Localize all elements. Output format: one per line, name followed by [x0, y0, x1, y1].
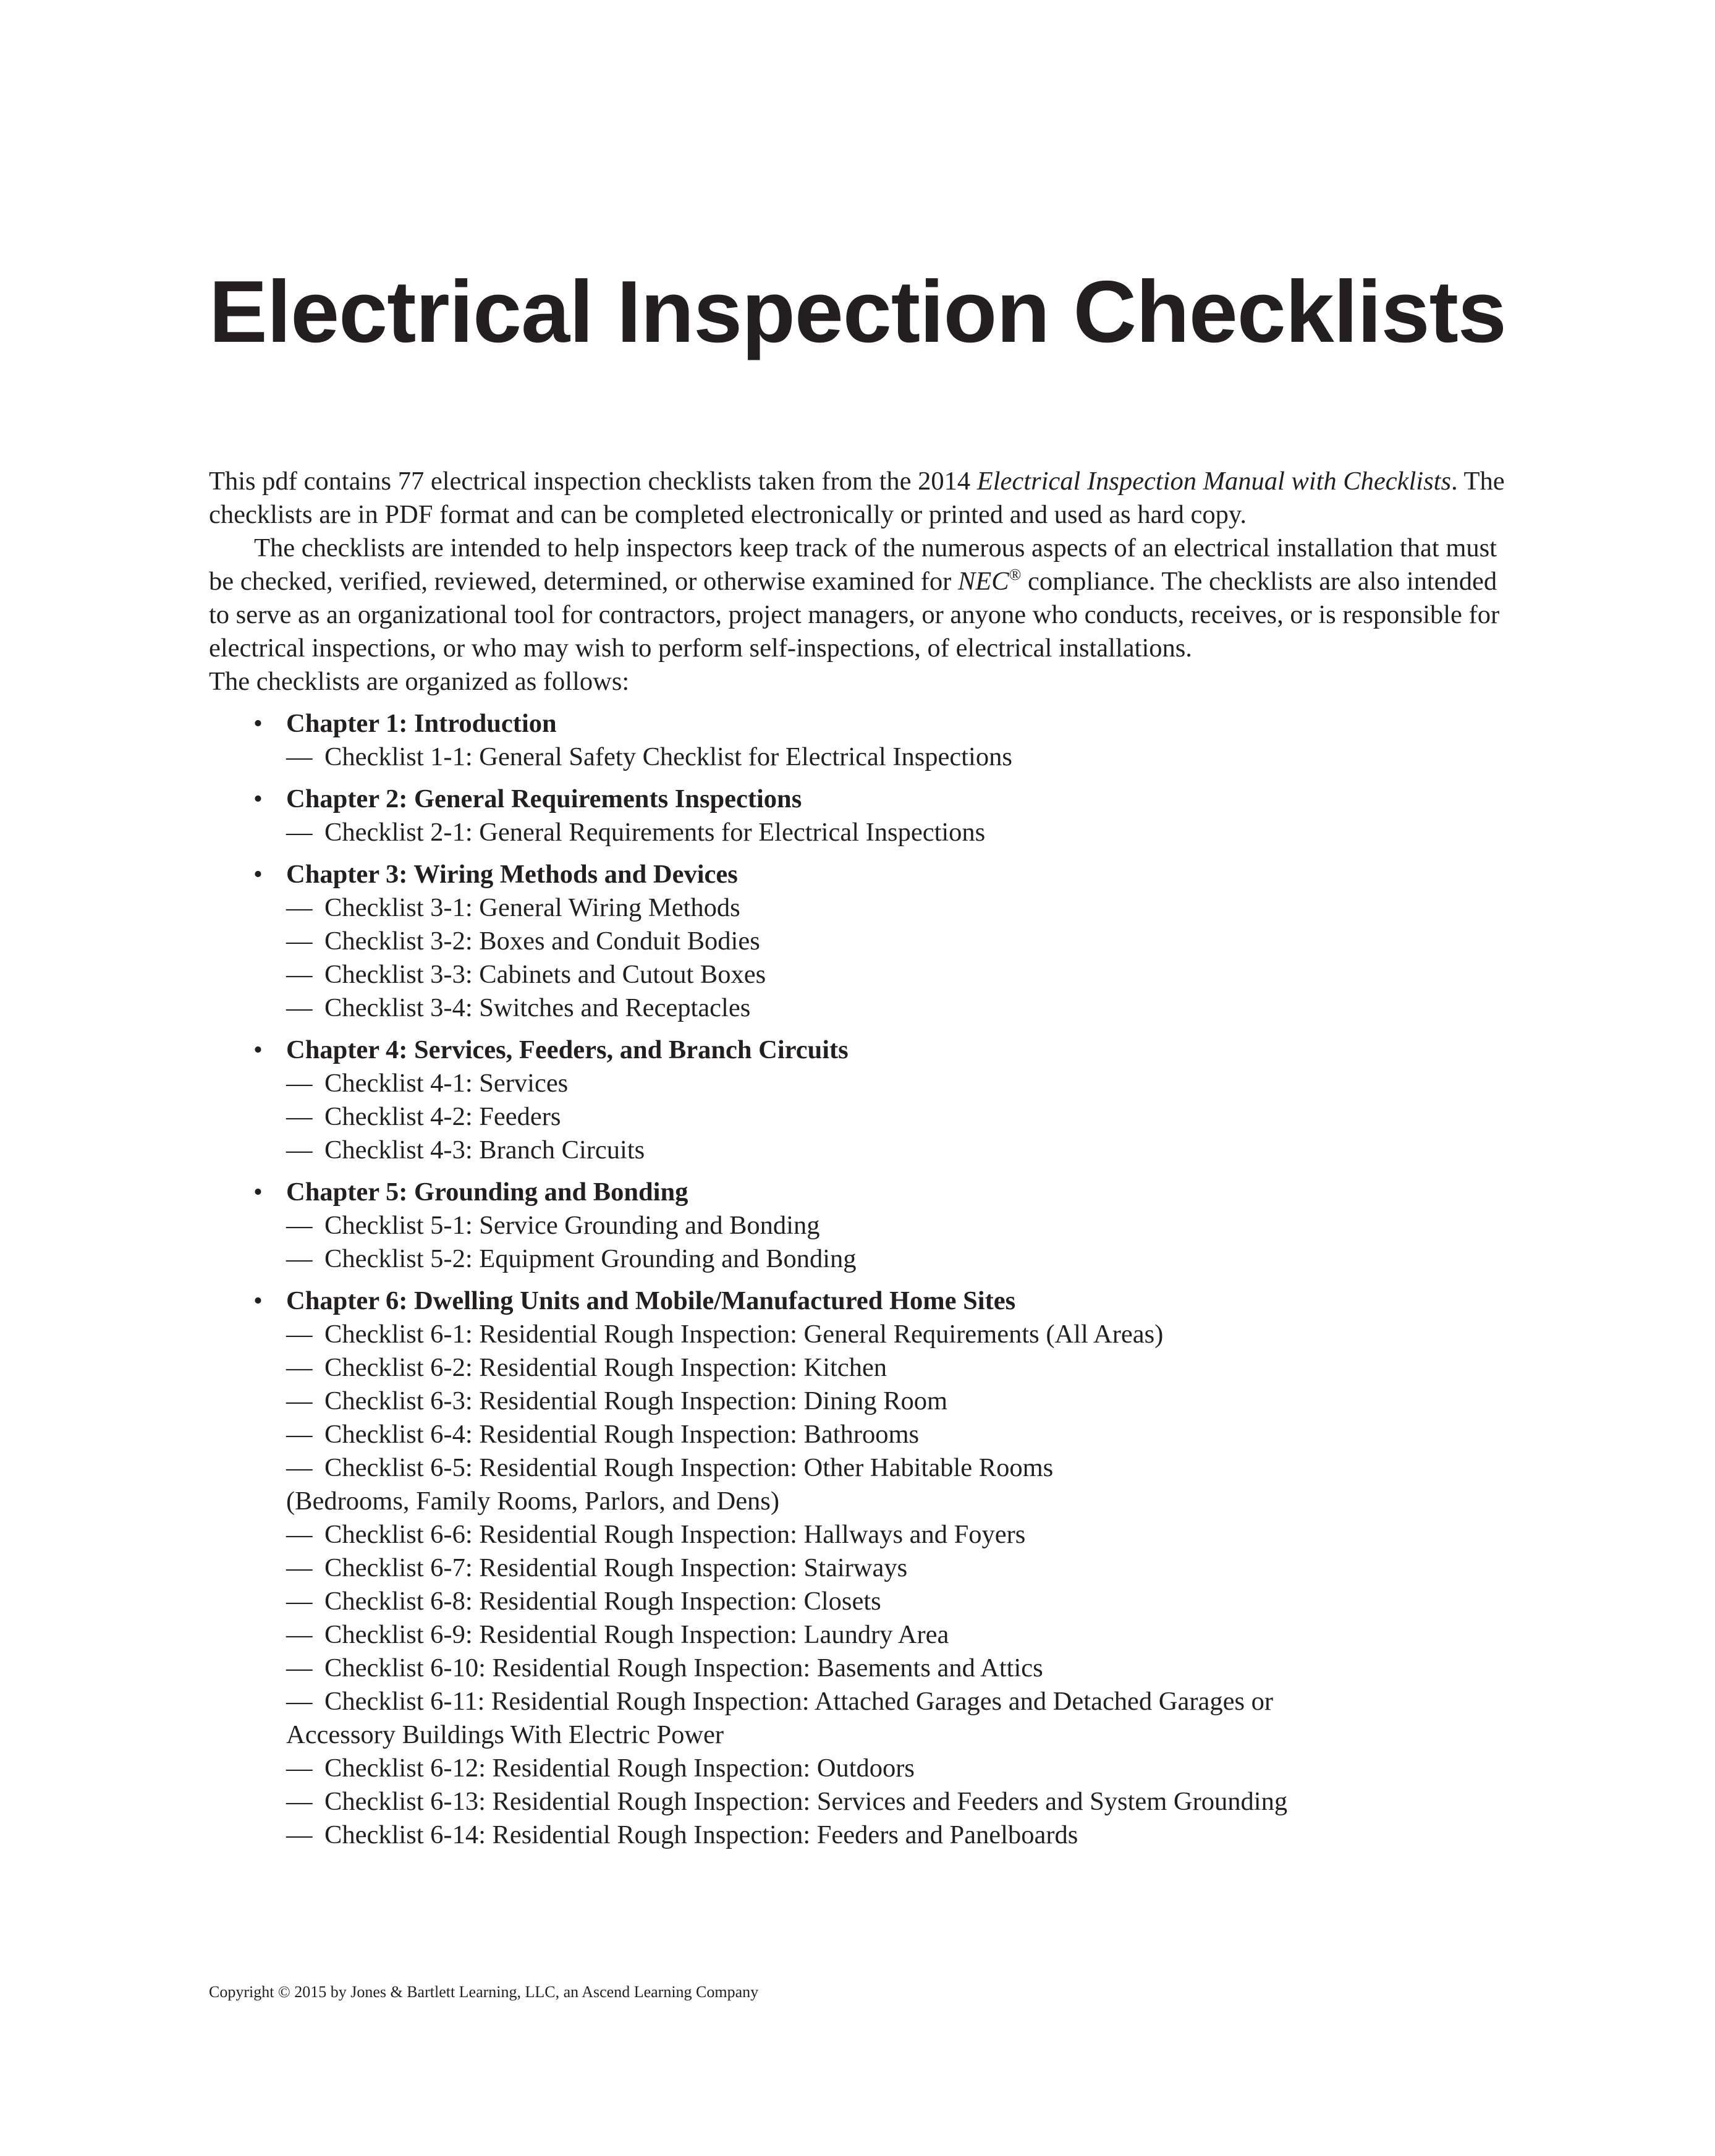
checklist-item: [286, 1819, 1513, 1852]
checklist-item: [286, 958, 1513, 991]
intro-paragraph-3: The checklists are organized as follows:: [209, 667, 630, 696]
checklist-label: Checklist 4-1: Services: [324, 1069, 569, 1098]
checklist-label: Checklist 3-3: Cabinets and Cutout Boxes: [324, 960, 766, 989]
checklist-item: [286, 1585, 1513, 1618]
dash-icon: —: [286, 818, 313, 847]
chapter-item: [209, 1176, 1513, 1276]
checklist-label: Checklist 4-2: Feeders: [324, 1102, 561, 1131]
checklist-label: Checklist 3-2: Boxes and Conduit Bodies: [324, 927, 760, 956]
checklist-label: Checklist 6-3: Residential Rough Inspection: Dining Room: [324, 1386, 948, 1415]
dash-icon: —: [286, 960, 313, 989]
chapter-item: [209, 783, 1513, 849]
checklist-item: [286, 891, 1513, 925]
dash-icon: —: [286, 927, 313, 956]
checklist-list: [286, 891, 1513, 1025]
intro-p1-text-b: . The checklists are in PDF format and can be completed electronically or printed and used as hard copy.: [209, 467, 1505, 529]
dash-icon: —: [286, 1620, 313, 1649]
checklist-item: [286, 1652, 1513, 1685]
checklist-label: Checklist 6-2: Residential Rough Inspection: Kitchen: [324, 1353, 887, 1382]
bullet-icon: •: [253, 1286, 263, 1315]
dash-icon: —: [286, 1244, 313, 1273]
bullet-icon: •: [253, 1035, 263, 1064]
checklist-item: [286, 925, 1513, 958]
dash-icon: —: [286, 1211, 313, 1240]
manual-title: Electrical Inspection Manual with Checklists: [976, 467, 1452, 496]
checklist-list: [286, 816, 1513, 849]
checklist-label: Checklist 6-12: Residential Rough Inspection: Outdoors: [324, 1754, 915, 1783]
dash-icon: —: [286, 1820, 313, 1849]
checklist-item: [286, 1209, 1513, 1242]
checklist-item: [286, 991, 1513, 1025]
checklist-label: Checklist 6-11: Residential Rough Inspection: Attached Garages and Detached Garages or: [324, 1687, 1274, 1716]
checklist-label: Checklist 6-9: Residential Rough Inspection: Laundry Area: [324, 1620, 949, 1649]
chapter-item: [209, 858, 1513, 1025]
intro-p2-text-a: The checklists are intended to help inspectors keep track of the numerous aspects of an electrical installation that must be checked, verified, reviewed, determined, or otherwise examined for: [209, 533, 1497, 596]
dash-icon: —: [286, 1653, 313, 1683]
chapter-list: [209, 707, 1513, 1852]
dash-icon: —: [286, 1069, 313, 1098]
chapter-item: [209, 1033, 1513, 1167]
checklist-label: Checklist 6-1: Residential Rough Inspection: General Requirements (All Areas): [324, 1320, 1164, 1349]
dash-icon: —: [286, 893, 313, 922]
checklist-label: Checklist 3-4: Switches and Receptacles: [324, 993, 751, 1022]
checklist-label: Accessory Buildings With Electric Power: [286, 1720, 724, 1749]
dash-icon: —: [286, 993, 313, 1022]
checklist-item: [286, 1752, 1513, 1785]
chapter-title: Chapter 2: General Requirements Inspections: [286, 784, 802, 813]
checklist-item: [286, 1067, 1513, 1100]
intro-paragraph-2: [209, 532, 1513, 665]
dash-icon: —: [286, 1420, 313, 1449]
dash-icon: —: [286, 1102, 313, 1131]
chapter-title: Chapter 5: Grounding and Bonding: [286, 1178, 688, 1207]
checklist-item: [286, 741, 1513, 774]
intro-p2-text-b: compliance. The checklists are also intended to serve as an organizational tool for contractors, project managers, or anyone who conducts, receives, or is responsible for electrical inspections, or who may wish to perform self-inspections, of electrical installations.: [209, 567, 1500, 663]
checklist-item: [286, 1418, 1513, 1451]
checklist-label: Checklist 1-1: General Safety Checklist for Electrical Inspections: [324, 742, 1012, 771]
intro-paragraph-1: [209, 465, 1513, 532]
dash-icon: —: [286, 1353, 313, 1382]
dash-icon: —: [286, 1787, 313, 1816]
checklist-label: Checklist 2-1: General Requirements for Electrical Inspections: [324, 818, 986, 847]
dash-icon: —: [286, 742, 313, 771]
intro-p1-text-a: This pdf contains 77 electrical inspection checklists taken from the 2014: [209, 467, 977, 496]
nec-abbrev: NEC: [957, 567, 1009, 596]
checklist-item: [286, 1242, 1513, 1276]
checklist-label: (Bedrooms, Family Rooms, Parlors, and Dens): [286, 1487, 779, 1516]
checklist-item: [286, 1100, 1513, 1134]
dash-icon: —: [286, 1687, 313, 1716]
checklist-item: [286, 816, 1513, 849]
checklist-label: Checklist 6-10: Residential Rough Inspection: Basements and Attics: [324, 1653, 1043, 1683]
checklist-item: [286, 1134, 1513, 1167]
checklist-item: [286, 1785, 1513, 1819]
copyright-footer: Copyright © 2015 by Jones & Bartlett Learning, LLC, an Ascend Learning Company: [209, 1983, 759, 2001]
checklist-item: [286, 1718, 1513, 1752]
chapter-title: Chapter 1: Introduction: [286, 709, 557, 738]
checklist-item: [286, 1685, 1513, 1718]
chapter-title: Chapter 6: Dwelling Units and Mobile/Manufactured Home Sites: [286, 1286, 1016, 1315]
dash-icon: —: [286, 1520, 313, 1549]
checklist-label: Checklist 5-2: Equipment Grounding and Bonding: [324, 1244, 857, 1273]
chapter-item: [209, 1284, 1513, 1852]
dash-icon: —: [286, 1453, 313, 1482]
checklist-item: [286, 1485, 1513, 1518]
checklist-label: Checklist 3-1: General Wiring Methods: [324, 893, 740, 922]
checklist-list: [286, 1067, 1513, 1167]
document-body: [209, 465, 1513, 1852]
dash-icon: —: [286, 1320, 313, 1349]
checklist-list: [286, 741, 1513, 774]
checklist-label: Checklist 6-4: Residential Rough Inspection: Bathrooms: [324, 1420, 920, 1449]
checklist-label: Checklist 6-7: Residential Rough Inspection: Stairways: [324, 1553, 908, 1582]
bullet-icon: •: [253, 860, 263, 889]
checklist-label: Checklist 6-6: Residential Rough Inspection: Hallways and Foyers: [324, 1520, 1026, 1549]
checklist-label: Checklist 5-1: Service Grounding and Bonding: [324, 1211, 820, 1240]
checklist-item: [286, 1618, 1513, 1652]
page-title: Electrical Inspection Checklists: [209, 263, 1506, 361]
chapter-title: Chapter 4: Services, Feeders, and Branch Circuits: [286, 1035, 849, 1064]
checklist-label: Checklist 6-5: Residential Rough Inspection: Other Habitable Rooms: [324, 1453, 1054, 1482]
chapter-item: [209, 707, 1513, 774]
checklist-item: [286, 1551, 1513, 1585]
checklist-item: [286, 1385, 1513, 1418]
bullet-icon: •: [253, 709, 263, 738]
checklist-label: Checklist 4-3: Branch Circuits: [324, 1135, 645, 1165]
dash-icon: —: [286, 1587, 313, 1616]
bullet-icon: •: [253, 784, 263, 813]
registered-mark: ®: [1009, 566, 1022, 584]
checklist-label: Checklist 6-8: Residential Rough Inspection: Closets: [324, 1587, 881, 1616]
checklist-item: [286, 1318, 1513, 1351]
checklist-item: [286, 1351, 1513, 1385]
chapter-title: Chapter 3: Wiring Methods and Devices: [286, 860, 738, 889]
checklist-item: [286, 1451, 1513, 1485]
checklist-list: [286, 1318, 1513, 1852]
checklist-list: [286, 1209, 1513, 1276]
dash-icon: —: [286, 1135, 313, 1165]
checklist-label: Checklist 6-13: Residential Rough Inspection: Services and Feeders and System Grounding: [324, 1787, 1288, 1816]
checklist-label: Checklist 6-14: Residential Rough Inspection: Feeders and Panelboards: [324, 1820, 1078, 1849]
dash-icon: —: [286, 1754, 313, 1783]
checklist-item: [286, 1518, 1513, 1551]
dash-icon: —: [286, 1553, 313, 1582]
dash-icon: —: [286, 1386, 313, 1415]
bullet-icon: •: [253, 1178, 263, 1207]
